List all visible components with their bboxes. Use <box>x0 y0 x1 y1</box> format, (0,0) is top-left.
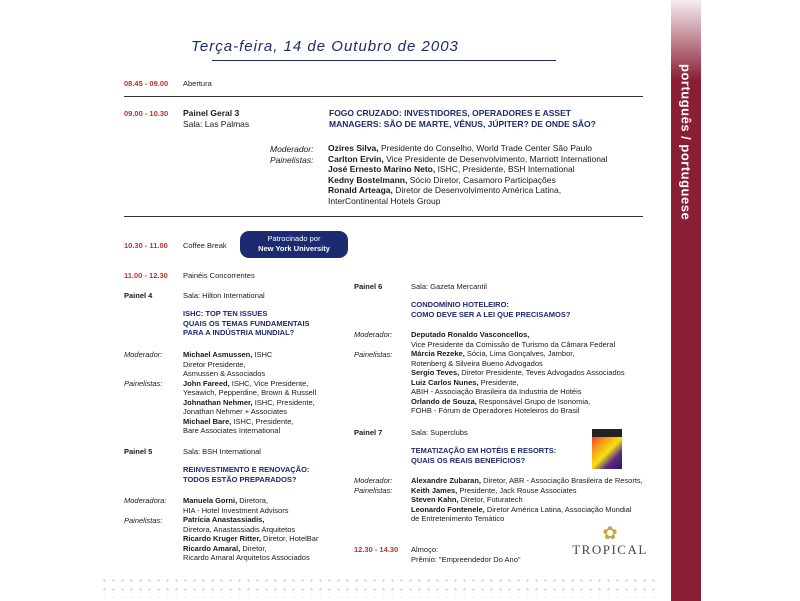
coffee-time: 10.30 - 11.00 <box>124 241 168 250</box>
list-item: Diretor Presidente, <box>183 359 246 369</box>
page-date: Terça-feira, 14 de Outubro de 2003 <box>191 38 459 55</box>
panel4-name: Painel 4 <box>124 291 153 300</box>
panel4-title: ISHC: TOP TEN ISSUES QUAIS OS TEMAS FUNDAMENTAIS PARA A INDÚSTRIA MUNDIAL? <box>183 309 310 337</box>
panel7-title: TEMATIZAÇÃO EM HOTÉIS E RESORTS: QUAIS OS REAIS BENEFÍCIOS? <box>411 446 557 465</box>
panel3-people <box>328 143 658 206</box>
panel3-panelists-label: Painelistas: <box>270 155 314 165</box>
opening-title: Abertura <box>183 79 212 88</box>
coffee-title: Coffee Break <box>183 241 227 250</box>
panel7-name: Painel 7 <box>354 428 383 437</box>
list-item: Kedny Bostelmann, Sócio Diretor, Casamoro Participações <box>328 174 556 185</box>
sponsor-badge: Patrocinado por New York University <box>240 231 348 258</box>
panel3-moderator-label: Moderador: <box>270 144 314 154</box>
list-item: Johnathan Nehmer, ISHC, Presidente, <box>183 397 315 407</box>
opening-time: 08.45 - 09.00 <box>124 79 169 88</box>
panel3-time: 09.00 - 10.30 <box>124 109 169 118</box>
panel6-title: CONDOMÍNIO HOTELEIRO: COMO DEVE SER A LEI QUE PRECISAMOS? <box>411 300 571 319</box>
panel7-room: Sala: Superclubs <box>411 428 468 437</box>
panel5-panelists-label: Painelistas: <box>124 516 163 525</box>
list-item: Márcia Rezeke, Sócia, Lima Gonçalves, Jambor, <box>411 349 575 358</box>
panel7-moderator-label: Moderador: <box>354 476 393 485</box>
list-item: Michael Bare, ISHC, Presidente, <box>183 416 294 426</box>
list-item: Jonathan Nehmer + Associates <box>183 407 288 416</box>
list-item: Carlton Ervin, Vice Presidente de Desenvolvimento, Marriott International <box>328 153 608 164</box>
tropical-logo: ✿ TROPICAL <box>570 524 650 558</box>
panel4-panelists-label: Painelistas: <box>124 379 163 388</box>
list-item: Alexandre Zubaran, Diretor, ABR - Associação Brasileira de Resorts, <box>411 476 643 485</box>
jack-rouse-logo-band <box>592 429 622 437</box>
panel6-panelists-label: Painelistas: <box>354 350 393 359</box>
list-item: Keith James, Presidente, Jack Rouse Associates <box>411 485 577 495</box>
panel6-room: Sala: Gazeta Mercantil <box>411 282 487 291</box>
panel3-title: FOGO CRUZADO: INVESTIDORES, OPERADORES E ASSET MANAGERS: SÃO DE MARTE, VÊNUS, JÚPITER? DE ONDE SÃO? <box>329 108 596 129</box>
list-item: Deputado Ronaldo Vasconcellos, <box>411 330 530 339</box>
sidebar-language-label: português / portuguese <box>678 64 694 221</box>
list-item: Orlando de Souza, Responsável Grupo de Isonomia, <box>411 396 591 406</box>
flower-icon: ✿ <box>602 523 618 543</box>
list-item: Diretora, Anastassiadis Arquitetos <box>183 524 296 534</box>
list-item: Ricardo Amaral Arquitetos Associados <box>183 553 310 562</box>
list-item: Yesawich, Pepperdine, Brown & Russell <box>183 388 317 397</box>
concurrent-time: 11.00 - 12.30 <box>124 271 168 280</box>
panel7-people <box>411 476 666 524</box>
list-item: Asmussen & Associados <box>183 369 266 378</box>
list-item: Rotenberg & Silveira Bueno Advogados <box>411 358 543 368</box>
dot-pattern <box>100 576 660 598</box>
list-item: Bare Associates International <box>183 426 281 435</box>
panel6-name: Painel 6 <box>354 282 383 291</box>
panel3-room: Sala: Las Palmas <box>183 119 250 129</box>
divider <box>124 216 643 217</box>
panel5-room: Sala: BSH International <box>183 447 261 456</box>
list-item: Ozires Silva, Presidente do Conselho, World Trade Center São Paulo <box>328 143 592 153</box>
list-item: Leonardo Fontenele, Diretor América Latina, Associação Mundial <box>411 504 632 514</box>
panel7-panelists-label: Painelistas: <box>354 486 393 495</box>
panel4-moderator-label: Moderador: <box>124 350 163 359</box>
list-item: Sergio Teves, Diretor Presidente, Teves Advogados Associados <box>411 368 625 377</box>
list-item: Michael Asmussen, ISHC <box>183 350 273 359</box>
panel5-moderator-label: Moderadora: <box>124 496 167 505</box>
list-item: Luiz Carlos Nunes, Presidente, <box>411 377 519 387</box>
panel6-moderator-label: Moderador: <box>354 330 393 339</box>
list-item: Steven Kahn, Diretor, Futuratech <box>411 495 523 504</box>
header-divider <box>212 60 556 61</box>
list-item: FOHB - Fórum de Operadores Hoteleiros do Brasil <box>411 406 580 415</box>
list-item: ABIH - Associação Brasileira da Industria de Hotéis <box>411 387 582 396</box>
list-item: Vice Presidente da Comissão de Turismo da Câmara Federal <box>411 339 616 349</box>
panel5-people <box>183 496 348 563</box>
concurrent-title: Painéis Concorrentes <box>183 271 255 280</box>
panel5-name: Painel 5 <box>124 447 153 456</box>
panel6-people <box>411 330 661 416</box>
list-item: John Fareed, ISHC, Vice Presidente, <box>183 378 309 388</box>
list-item: Ricardo Kruger Ritter, Diretor, HotelBar <box>183 534 319 543</box>
panel4-room: Sala: Hilton International <box>183 291 265 300</box>
panel5-title: REINVESTIMENTO E RENOVAÇÃO: TODOS ESTÃO PREPARADOS? <box>183 465 310 484</box>
divider <box>124 96 643 97</box>
list-item: Ricardo Amaral, Diretor, <box>183 543 267 553</box>
list-item: Ronald Arteaga, Diretor de Desenvolvimento América Latina, <box>328 185 562 195</box>
list-item: HIA - Hotel Investment Advisors <box>183 505 289 515</box>
panel4-people <box>183 350 343 436</box>
lunch-subtitle: Prêmio: "Empreendedor Do Ano" <box>411 555 521 564</box>
list-item: José Ernesto Marino Neto, ISHC, Presidente, BSH International <box>328 164 575 174</box>
list-item: de Entretenimento Temático <box>411 514 505 523</box>
lunch-title: Almoço: <box>411 545 439 554</box>
list-item: Manuela Gorni, Diretora, <box>183 496 269 505</box>
list-item: InterContinental Hotels Group <box>328 195 441 206</box>
list-item: Patrícia Anastassiadis, <box>183 515 265 524</box>
panel3-name: Painel Geral 3 <box>183 108 240 118</box>
lunch-time: 12.30 - 14.30 <box>354 545 399 554</box>
